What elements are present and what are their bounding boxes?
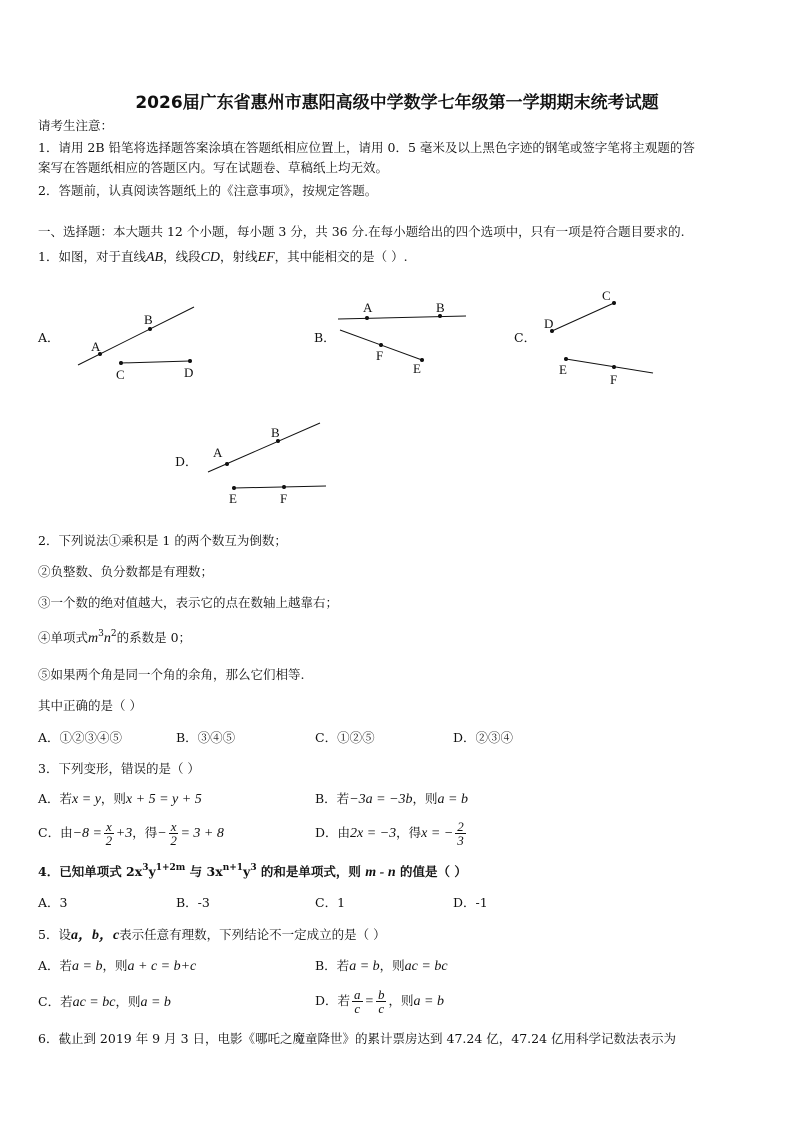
fig-a-label-c: C — [116, 367, 125, 382]
q1-option-a-label: A． — [38, 330, 60, 345]
q1-option-d-label: D． — [175, 454, 198, 469]
q5-stem: 5．设a，b，c表示任意有理数，下列结论不一定成立的是（ ） — [38, 927, 386, 943]
notice-item-1: 1．请用 2B 铅笔将选择题答案涂填在答题纸相应位置上，请用 0．5 毫米及以上黑色字迹的钢笔或签字笔将主观题的答 — [38, 140, 695, 155]
q2-option-a: A．①②③④⑤ — [38, 730, 123, 745]
q1-stem: 1．如图，对于直线AB，线段CD，射线EF，其中能相交的是（ ）. — [38, 249, 408, 265]
q2-line-6: 其中正确的是（ ） — [38, 698, 142, 713]
fig-a-label-d: D — [184, 365, 194, 380]
q3-option-a: A．若x = y，则x + 5 = y + 5 — [38, 791, 202, 807]
q2-option-b: B．③④⑤ — [176, 730, 236, 745]
fig-a-label-a: A — [91, 339, 101, 354]
q2-line-2: ②负整数、负分数都是有理数； — [38, 564, 214, 579]
q5-option-b: B．若a = b，则ac = bc — [315, 958, 448, 974]
q1-figure-d — [208, 423, 326, 506]
fig-b-label-a: A — [363, 300, 373, 315]
section-heading: 一、选择题：本大题共 12 个小题，每小题 3 分，共 36 分.在每小题给出的四个选项中，只有一项是符合题目要求的. — [38, 224, 685, 239]
q4-option-a: A．3 — [38, 895, 68, 910]
q2-line-4: ④单项式$m^3n^2$的系数是 0； — [38, 629, 192, 646]
q2-line-1: 2．下列说法①乘积是 1 的两个数互为倒数； — [38, 533, 287, 548]
q1-figures — [0, 0, 794, 520]
q5-option-d: D．若 $\frac{a}{c}$ = $\frac{b}{c}$ ，则a = b — [315, 987, 444, 1016]
q3-option-c: C．由−8 = $\frac{x}{2}$ +3，得− $\frac{x}{2}$ = 3 + 8 — [38, 819, 224, 848]
q4-option-c: C．1 — [315, 895, 346, 910]
q4-option-d: D．-1 — [453, 895, 488, 910]
q3-option-b: B．若−3a = −3b，则a = b — [315, 791, 468, 807]
q2-line-5: ⑤如果两个角是同一个角的余角，那么它们相等. — [38, 667, 305, 682]
q2-option-c: C．①②⑤ — [315, 730, 375, 745]
q3-stem: 3．下列变形，错误的是（ ） — [38, 761, 200, 776]
notice-item-2: 2．答题前，认真阅读答题纸上的《注意事项》，按规定答题。 — [38, 183, 378, 198]
fig-d-label-b: B — [271, 425, 280, 440]
fig-d-label-a: A — [213, 445, 223, 460]
fig-a-label-b: B — [144, 312, 153, 327]
q4-option-b: B．-3 — [176, 895, 210, 910]
fig-d-label-f: F — [280, 491, 288, 506]
q1-option-b-label: B． — [314, 330, 336, 345]
q1-option-c-label: C． — [514, 330, 537, 345]
fig-c-label-f: F — [610, 372, 618, 387]
q4-stem: 4．已知单项式 $2x^3y^{1+2m}$ 与 $3x^{n+1}y^3$ 的和是单项式，则 m - n 的值是（ ） — [38, 863, 467, 880]
fig-c-label-e: E — [559, 362, 567, 377]
q6-line-1: 6．截止到 2019 年 9 月 3 日，电影《哪吒之魔童降世》的累计票房达到 47.24 亿，47.24 亿用科学记数法表示为 — [38, 1031, 677, 1046]
fig-b-label-e: E — [413, 361, 421, 376]
q1-figure-c — [544, 288, 653, 387]
q3-option-d: D．由2x = −3，得x = − $\frac{2}{3}$ — [315, 819, 464, 848]
q2-line-3: ③一个数的绝对值越大，表示它的点在数轴上越靠右； — [38, 595, 339, 610]
fig-d-label-e: E — [229, 491, 237, 506]
exam-title: 2026届广东省惠州市惠阳高级中学数学七年级第一学期期末统考试题 — [135, 93, 659, 113]
notice-item-1-cont: 案写在答题纸相应的答题区内。写在试题卷、草稿纸上均无效。 — [38, 160, 389, 175]
fig-b-label-f: F — [376, 348, 384, 363]
fig-c-label-c: C — [602, 288, 611, 303]
fig-b-label-b: B — [436, 300, 445, 315]
q5-option-a: A．若a = b，则a + c = b+c — [38, 958, 197, 974]
notice-heading: 请考生注意： — [38, 118, 114, 133]
fig-c-label-d: D — [544, 316, 554, 331]
q2-option-d: D．②③④ — [453, 730, 514, 745]
q1-figure-a — [78, 307, 194, 382]
q1-figure-b — [338, 300, 466, 376]
q5-option-c: C．若ac = bc，则a = b — [38, 994, 171, 1010]
